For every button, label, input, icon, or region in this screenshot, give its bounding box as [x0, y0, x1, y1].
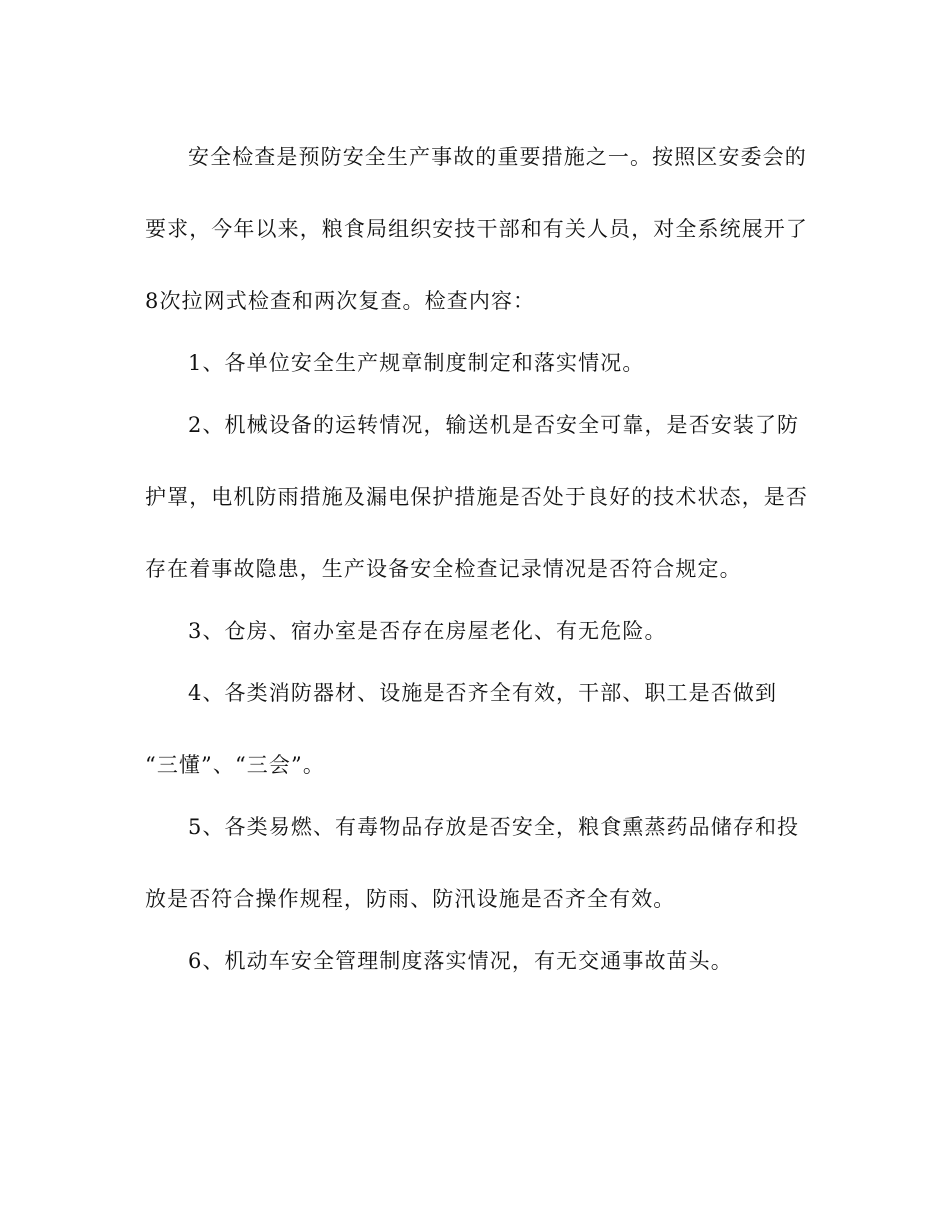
list-item-2-line-3: 存在着事故隐患，生产设备安全检查记录情况是否符合规定。: [145, 557, 742, 581]
paragraph-intro-line-1: 安全检查是预防安全生产事故的重要措施之一。按照区安委会的: [188, 145, 807, 169]
list-item-6: 6、机动车安全管理制度落实情况，有无交通事故苗头。: [188, 949, 733, 973]
list-item-4-line-2: “三懂”、“三会”。: [145, 753, 325, 777]
paragraph-intro-line-3: 8次拉网式检查和两次复查。检查内容：: [145, 289, 536, 313]
list-item-2-line-1: 2、机械设备的运转情况，输送机是否安全可靠，是否安装了防: [188, 413, 800, 437]
list-item-3: 3、仓房、宿办室是否存在房屋老化、有无危险。: [188, 619, 667, 643]
list-item-5-line-1: 5、各类易燃、有毒物品存放是否安全，粮食熏蒸药品储存和投: [188, 815, 800, 839]
paragraph-intro-line-2: 要求，今年以来，粮食局组织安技干部和有关人员，对全系统展开了: [145, 217, 808, 241]
list-item-1: 1、各单位安全生产规章制度制定和落实情况。: [188, 351, 645, 375]
list-item-2-line-2: 护罩，电机防雨措施及漏电保护措施是否处于良好的技术状态，是否: [145, 485, 808, 509]
list-item-5-line-2: 放是否符合操作规程，防雨、防汛设施是否齐全有效。: [145, 887, 676, 911]
list-item-4-line-1: 4、各类消防器材、设施是否齐全有效，干部、职工是否做到: [188, 681, 778, 705]
